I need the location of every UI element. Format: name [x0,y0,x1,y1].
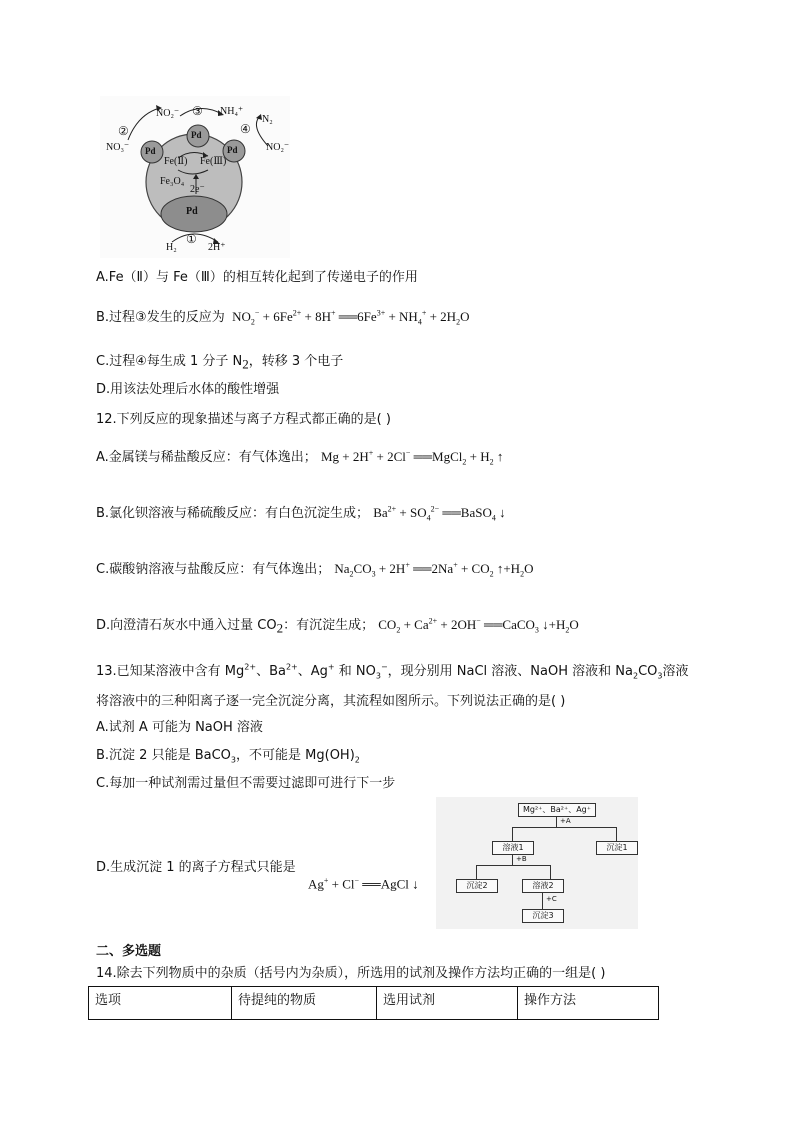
flow-ppt2: 沉淀2 [456,879,498,893]
flow-ppt1: 沉淀1 [596,841,638,855]
label-step3: ③ [192,104,203,118]
q11-option-b-equation: $NO_2^- + 6Fe^{2+} + 8H^+$ $══6Fe^{3+} + NH_4^+ + 2H_2O$ [228,308,470,327]
q13-stem-1a: 13.已知某溶液中含有 Mg [96,664,245,679]
flow-line [476,865,477,879]
flow-top-box: Mg²⁺、Ba²⁺、Ag⁺ [518,803,596,817]
q13-option-b-b: ，不可能是 Mg(OH) [236,748,355,763]
q12-option-d-text2: ：有沉淀生成； [283,618,375,633]
q12-option-b-equation: $Ba^{2+} + SO_4^{2-}$ ══BaSO$_4$ ↓ [373,504,506,523]
q12-option-d: D.向澄清石灰水中通入过量 $CO_2$：有沉淀生成； $CO_2 + Ca^{2+} + 2OH^-$ ══CaCO$_3$ $↓+H_2O$ [96,616,579,636]
q13-option-a: A.试剂 A 可能为 NaOH 溶液 [96,720,263,735]
label-no2-top: NO₂⁻ [156,108,180,119]
q13-option-b-a: B.沉淀 2 只能是 BaCO [96,748,231,763]
q13-stem-1c: 、Ag [297,664,328,679]
q13-option-b: B.沉淀 2 只能是 BaCO$_3$，不可能是 $Mg(OH)_2$ [96,748,360,765]
q14-table [88,986,659,1020]
label-step2: ② [118,124,129,138]
flow-line [476,865,550,866]
q13-stem-line2: 将溶液中的三种阳离子逐一完全沉淀分离，其流程如图所示。下列说法正确的是( ) [96,694,566,709]
catalysis-diagram [100,96,290,258]
q14-stem: 14.除去下列物质中的杂质（括号内为杂质），所选用的试剂及操作方法均正确的一组是( ) [96,966,606,981]
flow-line [542,893,543,909]
label-no3: NO₃⁻ [106,142,130,153]
label-fe2: Fe(Ⅱ) [164,156,188,167]
label-pd-top: Pd [191,130,202,140]
q13-stem-1b: 、Ba [256,664,286,679]
label-pd-right: Pd [227,145,238,155]
label-no2-right: NO₂⁻ [266,142,290,153]
flow-line [556,817,557,827]
q13-option-d-equation: Ag+ + Cl− ══AgCl ↓ [308,876,419,892]
q13-stem-1e: ，现分别用 NaCl 溶液、NaOH 溶液和 Na [387,664,633,679]
flow-line [616,827,617,841]
q13-option-d: D.生成沉淀 1 的离子方程式只能是 [96,860,296,875]
label-step4: ④ [240,122,251,136]
q11-option-b [96,306,469,327]
q13-stem-1d: 和 NO [334,664,376,679]
q13-stem-1f: CO [638,664,658,679]
flow-plus-c: +C [546,895,557,903]
q12-stem: 12.下列反应的现象描述与离子方程式都正确的是( ) [96,412,391,427]
q11-option-b-prefix: B.过程③发生的反应为 [96,310,225,325]
q12-option-a [96,446,503,467]
table-header-cell: 操作方法 [518,987,659,1020]
flow-ppt3: 沉淀3 [522,909,564,923]
q12-option-d-equation: $CO_2 + Ca^{2+} + 2OH^-$ ══CaCO$_3$ $↓+H_2O$ [378,616,579,635]
label-fe3o4: Fe₃O₄ [160,176,185,187]
section-title: 二、多选题 [96,944,162,959]
flow-line [512,855,513,865]
flow-plus-a: +A [560,817,571,825]
q12-option-a-text: A.金属镁与稀盐酸反应：有气体逸出； [96,450,317,465]
label-2h: 2H⁺ [208,242,226,253]
table-header-row [89,987,659,1020]
q12-option-d-text: D.向澄清石灰水中通入过量 CO [96,618,277,633]
q13-option-c: C.每加一种试剂需过量但不需要过滤即可进行下一步 [96,776,396,791]
label-nh4: NH₄⁺ [220,106,244,117]
table-header-cell: 待提纯的物质 [232,987,377,1020]
label-h2: H₂ [166,242,177,253]
flow-line [512,827,513,841]
q11-option-c-suffix: ，转移 3 个电子 [248,354,344,369]
q12-option-b-text: B.氯化钡溶液与稀硫酸反应：有白色沉淀生成； [96,506,370,521]
label-step1: ① [186,232,197,246]
label-2e: 2e⁻ [190,184,205,195]
table-header-cell: 选用试剂 [377,987,518,1020]
flow-sol1: 溶液1 [492,841,534,855]
label-fe3: Fe(Ⅲ) [200,156,227,167]
q11-option-c-prefix: C.过程④每生成 1 分子 N [96,354,243,369]
q12-option-b [96,502,506,523]
q12-option-c-equation: $Na_2CO_3 + 2H^+$ ══2Na+ + $CO_2$ $↑+H_2O$ [334,560,534,579]
flow-line [550,865,551,879]
flow-plus-b: +B [516,855,527,863]
label-pd-left: Pd [145,146,156,156]
q11-option-a: A.Fe（Ⅱ）与 Fe（Ⅲ）的相互转化起到了传递电子的作用 [96,270,418,285]
label-n2: N₂ [262,114,273,125]
q12-option-a-equation: Mg + 2H+ + 2Cl− ══MgCl$_2$ + $H_2$ ↑ [320,448,504,467]
label-pd-bottom: Pd [186,206,198,217]
q13-stem-1g: 溶液 [662,664,689,679]
flow-line [512,827,616,828]
q13-stem-line1: 13.已知某溶液中含有 $Mg^{2+}$、$Ba^{2+}$、Ag+ 和 $NO_3^-$，现分别用 NaCl 溶液、NaOH 溶液和 $Na_2CO_3$溶液 [96,662,689,681]
flow-sol2: 溶液2 [522,879,564,893]
q12-option-c-text: C.碳酸钠溶液与盐酸反应：有气体逸出； [96,562,331,577]
q12-option-c [96,558,533,579]
table-header-cell: 选项 [89,987,232,1020]
q11-option-c: C.过程④每生成 1 分子 $N_2$，转移 3 个电子 [96,354,344,372]
separation-flowchart [436,797,638,929]
q11-option-d: D.用该法处理后水体的酸性增强 [96,382,280,397]
